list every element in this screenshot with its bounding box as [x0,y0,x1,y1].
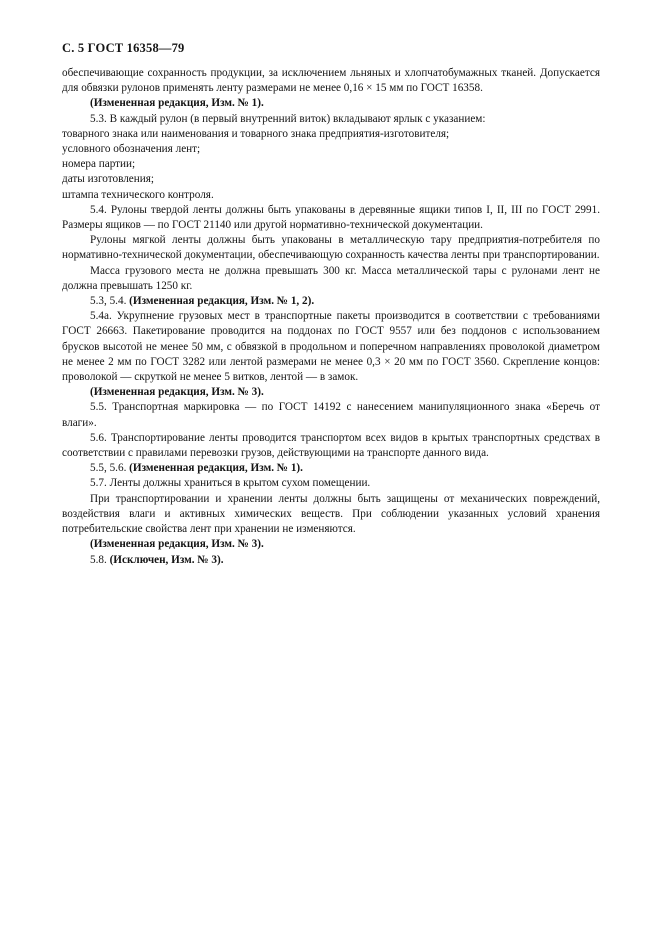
paragraph-soft-tape: Рулоны мягкой ленты должны быть упакованы в металлическую тару предприятия-потребителя по нормативно-технической документации, обеспечивающую сохранность качества ленты при транспортировании. [62,234,600,262]
clause-5-4a: 5.4а. Укрупнение грузовых мест в транспортные пакеты производится в соответствии с требованиями ГОСТ 26663. Пакетирование проводится на поддонах по ГОСТ 9557 или без поддонов с использованием брусков высотой не менее 50 мм, с обвязкой в продольном и поперечном направлениях проволокой диаметром не менее 2 мм по ГОСТ 3282 или лентой размерами не менее 0,3 × 20 мм по ГОСТ 3560. Скрепление концов: проволокой — скруткой не менее 5 витков, лентой — в замок. [62,310,600,384]
paragraph-continuation: обеспечивающие сохранность продукции, за исключением льняных и хлопчатобумажных тканей. Допускается для обвязки рулонов применять ленту размерами не менее 0,16 × 15 мм по ГОСТ 16358. [62,67,600,95]
revision-note: (Измененная редакция, Изм. № 1). [90,97,264,110]
paragraph-storage: При транспортировании и хранении ленты должны быть защищены от механических повреждений, воздействия влаги и активных химических веществ. При соблюдении указанных условий хранения потребительские свойства лент при хранении не изменяются. [62,492,600,536]
revision-note-bold: (Измененная редакция, Изм. № 1). [129,462,303,475]
document-body [62,66,600,568]
revision-note-5-5-5-6 [62,461,600,476]
clause-5-5: 5.5. Транспортная маркировка — по ГОСТ 14192 с нанесением манипуляционного знака «Беречь от влаги». [62,401,600,429]
excluded-note: (Исключен, Изм. № 3). [109,553,224,566]
clause-5-6: 5.6. Транспортирование ленты проводится транспортом всех видов в крытых транспортных средствах в соответствии с правилами перевозки грузов, действующими на транспорте данного вида. [62,431,600,460]
label-item-date: даты изготовления; [62,173,154,186]
label-item-trademark: товарного знака или наименования и товарного знака предприятия-изготовителя; [62,127,450,140]
revision-note: (Измененная редакция, Изм. № 3). [90,538,264,551]
paragraph-mass: Масса грузового места не должна превышать 300 кг. Масса металлической тары с рулонами лент не должна превышать 1250 кг. [62,264,600,292]
revision-note: (Измененная редакция, Изм. № 3). [90,386,264,399]
label-item-designation: условного обозначения лент; [62,143,201,156]
clause-ref: 5.8. [90,553,110,566]
clause-5-4: 5.4. Рулоны твердой ленты должны быть упакованы в деревянные ящики типов I, II, III по ГОСТ 2991. Размеры ящиков — по ГОСТ 21140 или другой нормативно-технической документации. [62,203,600,232]
page-header: С. 5 ГОСТ 16358—79 [62,41,185,55]
clause-5-8 [62,553,600,568]
clause-ref: 5.3, 5.4. [90,295,130,308]
clause-ref: 5.5, 5.6. [90,462,130,475]
clause-5-7: 5.7. Ленты должны храниться в крытом сухом помещении. [90,477,371,490]
clause-5-3: 5.3. В каждый рулон (в первый внутренний виток) вкладывают ярлык с указанием: [90,112,486,125]
revision-note-bold: (Измененная редакция, Изм. № 1, 2). [129,295,315,308]
label-item-batch: номера партии; [62,158,136,171]
label-item-stamp: штампа технического контроля. [62,188,214,201]
revision-note-5-3-5-4 [62,294,600,309]
